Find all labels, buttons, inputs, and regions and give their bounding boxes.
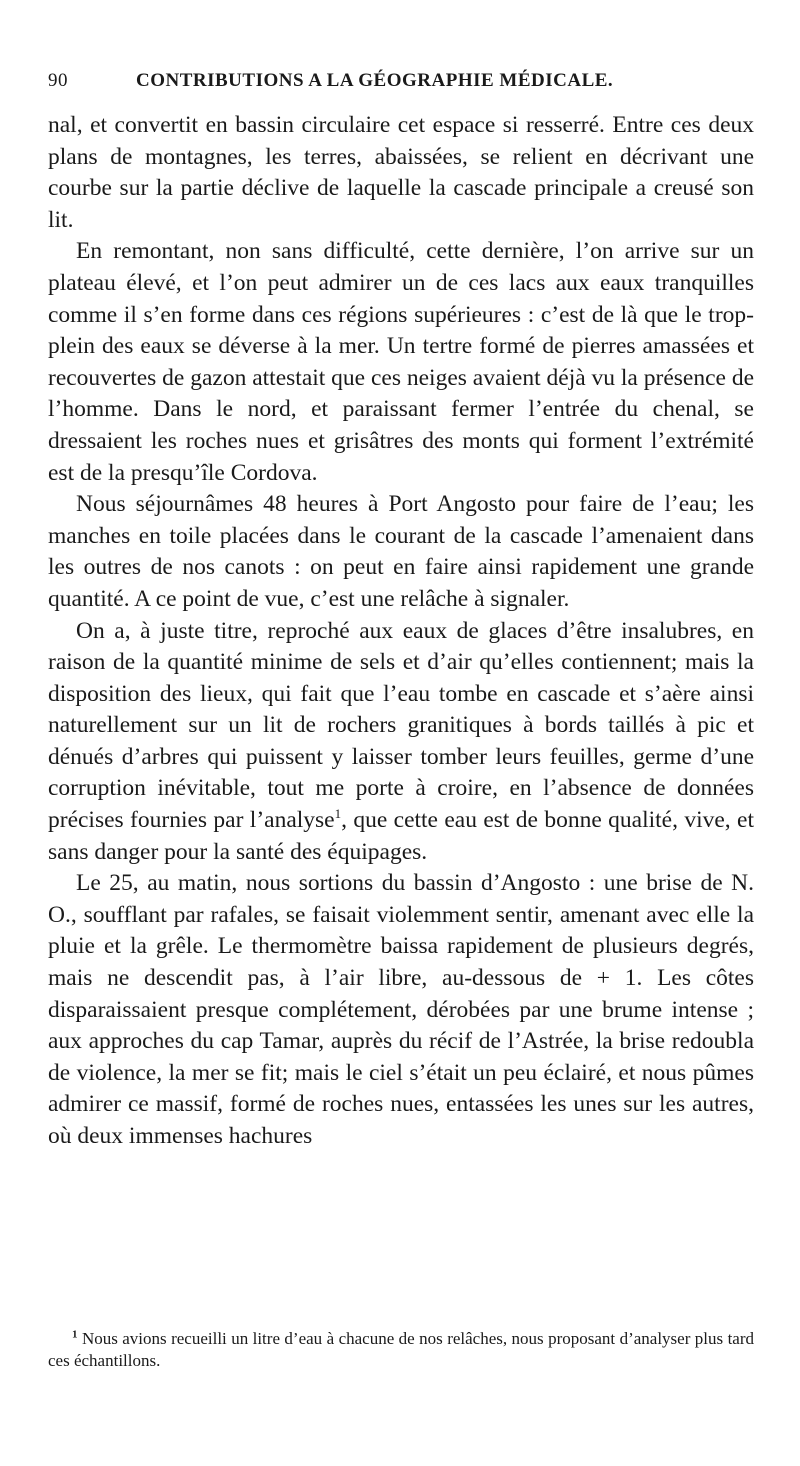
paragraph-1: nal, et convertit en bassin circulaire cet espace si resserré. Entre ces deux plans de montagnes, les terres, abaissées, se relient en décrivant une courbe sur la partie déclive de laquelle la cascade principale a creusé son lit. bbox=[48, 112, 754, 233]
footnote-mark: 1 bbox=[72, 1328, 78, 1341]
running-title: CONTRIBUTIONS A LA GÉOGRAPHIE MÉDICALE. bbox=[136, 70, 614, 91]
paragraph-2: En remontant, non sans difficulté, cette dernière, l’on arrive sur un plateau élevé, et l’on peut admirer un de ces lacs aux eaux tranquilles comme il s’en forme dans ces régions supérieures : c’est de là que le trop-plein des eaux se déverse à la mer. Un tertre formé de pierres amassées et recouvertes de gazon attestait que ces neiges avaient déjà vu la présence de l’homme. Dans le nord, et paraissant fermer l’entrée du chenal, se dressaient les roches nues et grisâtres des monts qui forment l’extrémité est de la presqu’île Cordova. bbox=[48, 238, 754, 486]
running-head bbox=[48, 70, 754, 106]
paragraph-4-text-before: On a, à juste titre, reproché aux eaux de glaces d’être insalubres, en raison de la quantité minime de sels et d’air qu’elles contiennent; mais la disposition des lieux, qui fait que l’eau tombe en cascade et s’aère ainsi naturellement sur un lit de rochers granitiques à bords taillés à pic et dénués d’arbres qui puissent y laisser tomber leurs feuilles, germe d’une corruption inévitable, tout me porte à croire, en l’absence de données précises fournies par l’analyse bbox=[48, 617, 754, 834]
page bbox=[48, 70, 754, 1153]
body-text bbox=[48, 110, 754, 1153]
footnote-reference: 1 bbox=[334, 806, 342, 822]
paragraph-4-text-after: , que cette eau est de bonne qualité, vive, et sans danger pour la santé des équipages. bbox=[48, 807, 754, 865]
paragraph-4 bbox=[48, 616, 754, 869]
paragraph-3: Nous séjournâmes 48 heures à Port Angosto pour faire de l’eau; les manches en toile placées dans le courant de la cascade l’amenaient dans les outres de nos canots : on peut en faire ainsi rapidement une grande quantité. A ce point de vue, c’est une relâche à signaler. bbox=[48, 491, 754, 612]
footnote-text: Nous avions recueilli un litre d’eau à chacune de nos relâches, nous proposant d’analyser plus tard ces échantillons. bbox=[48, 1329, 754, 1370]
paragraph-5: Le 25, au matin, nous sortions du bassin d’Angosto : une brise de N. O., soufflant par rafales, se faisait violemment sentir, amenant avec elle la pluie et la grêle. Le thermomètre baissa rapidement de plusieurs degrés, mais ne descendit pas, à l’air libre, au-dessous de + 1. Les côtes disparaissaient presque complétement, dérobées par une brume intense ; aux approches du cap Tamar, auprès du récif de l’Astrée, la brise redoubla de violence, la mer se fit; mais le ciel s’était un peu éclairé, et nous pûmes admirer ce massif, formé de roches nues, entassées les unes sur les autres, où deux immenses hachures bbox=[48, 870, 754, 1149]
footnote bbox=[48, 1328, 754, 1372]
page-number: 90 bbox=[48, 70, 68, 91]
